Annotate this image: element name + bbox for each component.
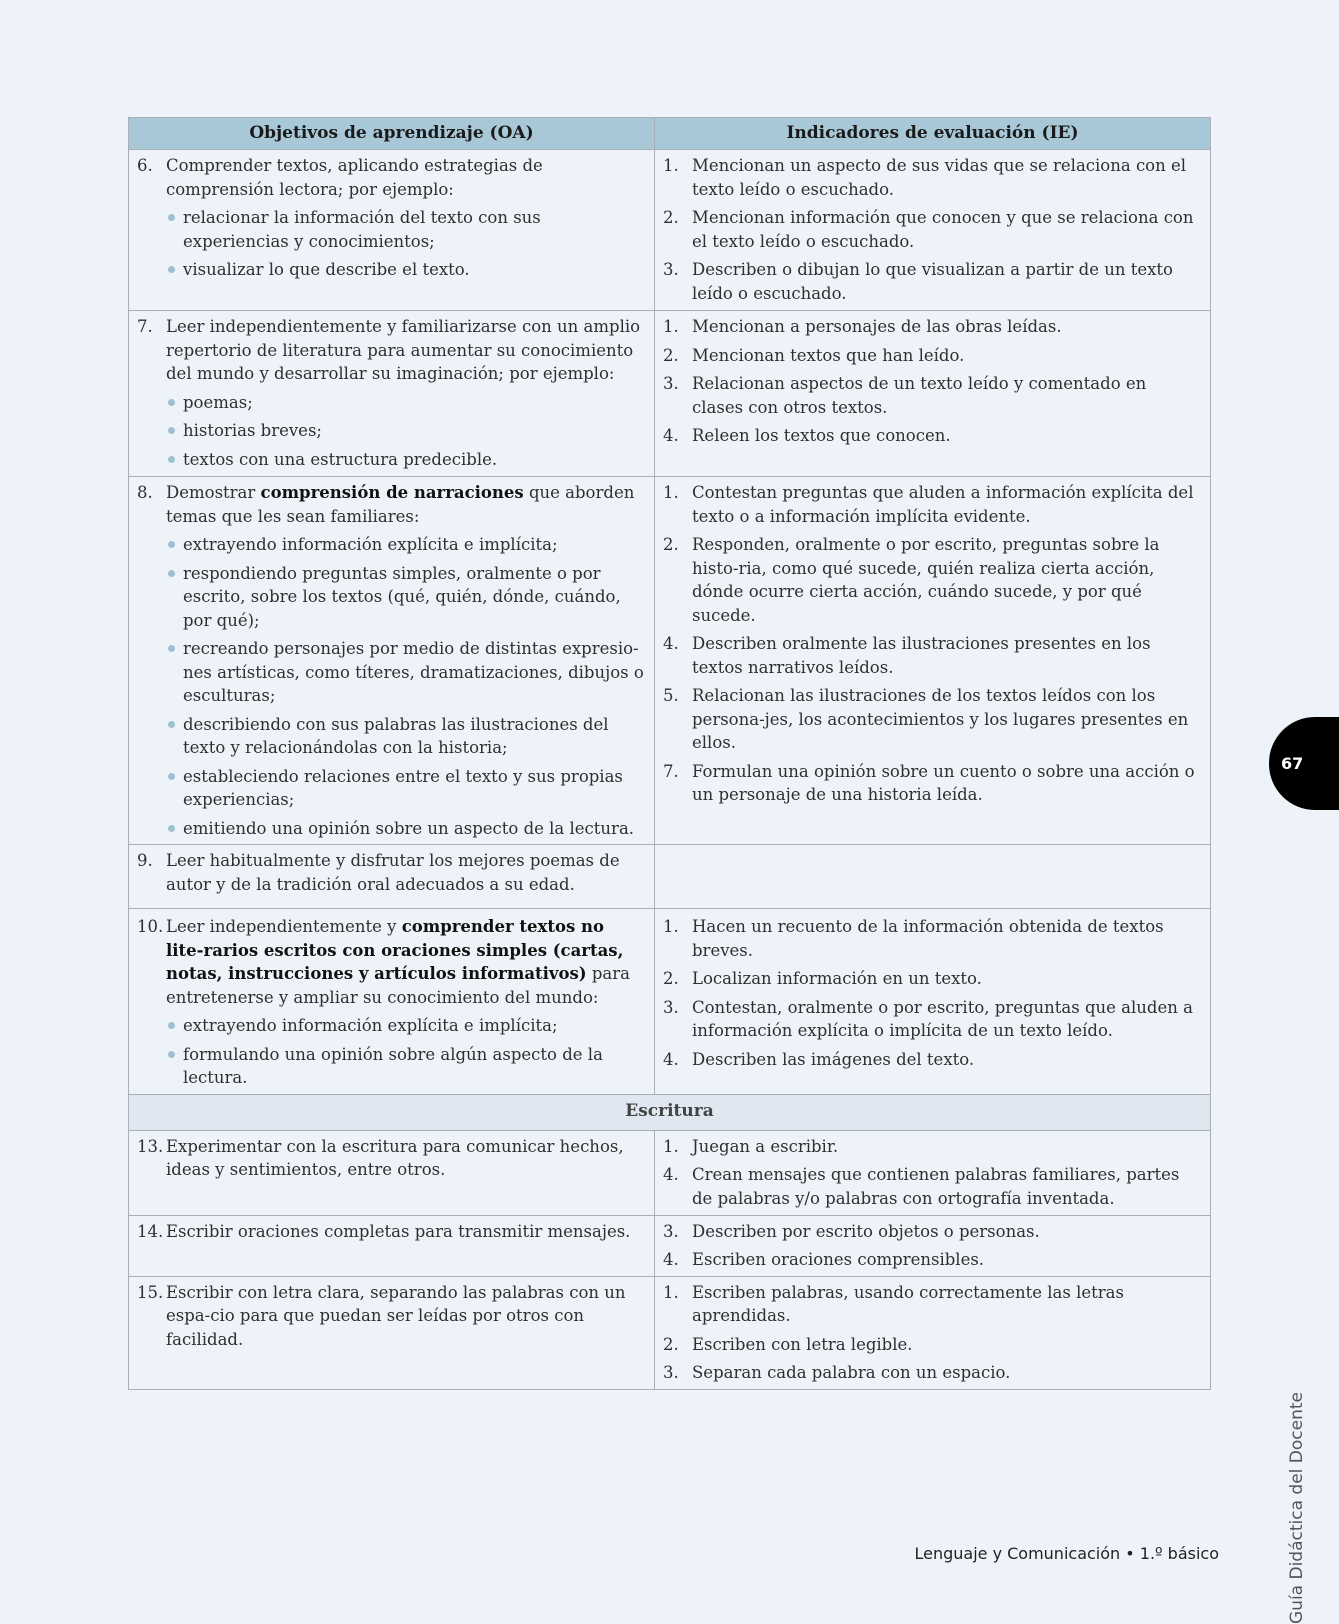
oa-text: Demostrar comprensión de narraciones que aborden temas que les sean familiares: — [166, 483, 635, 526]
bullet-item: respondiendo preguntas simples, oralmente o por escrito, sobre los textos (qué, quién, dónde, cuándo, por qué); — [166, 562, 646, 633]
ie-item: 3. Describen por escrito objetos o personas. — [663, 1221, 1040, 1241]
oa-text: Leer independientemente y comprender textos no lite-rarios escritos con oraciones simples (cartas, notas, instrucciones y artículos informativos) para entretenerse y ampliar su conocimiento del mundo: — [166, 917, 630, 1007]
bullet-icon — [166, 533, 183, 557]
ie-item: 1. Mencionan a personajes de las obras leídas. — [663, 317, 1062, 336]
bullet-item: describiendo con sus palabras las ilustraciones del texto y relacionándolas con la historia; — [166, 713, 646, 760]
bullet-item: visualizar lo que describe el texto. — [166, 258, 646, 282]
oa-text: Leer independientemente y familiarizarse con un amplio repertorio de literatura para aumentar su conocimiento del mundo y desarrollar su imaginación; por ejemplo: — [166, 317, 641, 383]
oa-number: 8. — [137, 483, 153, 502]
ie-item: 1. Juegan a escribir. — [663, 1136, 839, 1156]
table-row — [129, 845, 1211, 909]
table-row — [129, 1130, 1211, 1215]
section-row — [129, 1094, 1211, 1130]
page-footer: Lenguaje y Comunicación • 1.º básico — [914, 1544, 1219, 1563]
bullet-item: poemas; — [166, 391, 646, 415]
ie-item: 3. Contestan, oralmente o por escrito, preguntas que aluden a información explícita o implícita de un texto leído. — [663, 997, 1193, 1040]
bullet-item: formulando una opinión sobre algún aspecto de la lectura. — [166, 1043, 646, 1090]
oa-text: Escribir con letra clara, separando las palabras con un espa-cio para que puedan ser leídas por otros con facilidad. — [166, 1282, 626, 1349]
ie-item: 3. Relacionan aspectos de un texto leído y comentado en clases con otros textos. — [663, 374, 1147, 417]
bullet-icon — [166, 562, 183, 633]
table-header-row — [129, 118, 1211, 150]
oa-cell — [129, 150, 655, 311]
ie-item: 2. Responden, oralmente o por escrito, preguntas sobre la histo-ria, como qué sucede, quién realiza cierta acción, dónde ocurre cierta acción, cuándo sucede, y por qué sucede. — [663, 535, 1160, 625]
bullet-icon — [166, 713, 183, 760]
bullet-item: extrayendo información explícita e implícita; — [166, 533, 646, 557]
ie-cell — [655, 1276, 1211, 1389]
oa-number: 7. — [137, 317, 153, 336]
oa-cell — [129, 1215, 655, 1276]
ie-item: 4. Describen oralmente las ilustraciones presentes en los textos narrativos leídos. — [663, 634, 1151, 677]
ie-cell — [655, 909, 1211, 1095]
ie-cell-empty — [655, 845, 1211, 909]
ie-item: 2. Escriben con letra legible. — [663, 1334, 913, 1354]
ie-item: 4. Releen los textos que conocen. — [663, 426, 951, 445]
table-row — [129, 1215, 1211, 1276]
oa-cell — [129, 845, 655, 909]
bullet-item: estableciendo relaciones entre el texto y sus propias experiencias; — [166, 765, 646, 812]
ie-cell — [655, 150, 1211, 311]
oa-cell — [129, 1130, 655, 1215]
table-row — [129, 150, 1211, 311]
page-number-tab — [1269, 717, 1339, 810]
ie-item: 2. Localizan información en un texto. — [663, 969, 982, 988]
bullet-icon — [166, 1014, 183, 1038]
header-oa: Objetivos de aprendizaje (OA) — [129, 118, 655, 150]
bullet-icon — [166, 206, 183, 253]
ie-item: 3. Separan cada palabra con un espacio. — [663, 1363, 1011, 1382]
objectives-table — [128, 117, 1211, 1390]
ie-item: 1. Contestan preguntas que aluden a información explícita del texto o a información implícita evidente. — [663, 483, 1194, 526]
oa-cell — [129, 477, 655, 845]
ie-item: 1. Hacen un recuento de la información obtenida de textos breves. — [663, 917, 1164, 960]
ie-item: 7. Formulan una opinión sobre un cuento o sobre una acción o un personaje de una historia leída. — [663, 761, 1195, 804]
ie-cell — [655, 1130, 1211, 1215]
ie-item: 5. Relacionan las ilustraciones de los textos leídos con los persona-jes, los acontecimientos y los lugares presentes en ellos. — [663, 686, 1189, 752]
ie-item: 3. Describen o dibujan lo que visualizan a partir de un texto leído o escuchado. — [663, 260, 1173, 303]
ie-item: 1. Escriben palabras, usando correctamente las letras aprendidas. — [663, 1282, 1124, 1325]
oa-cell — [129, 909, 655, 1095]
oa-number: 10. — [137, 917, 164, 936]
section-title: Escritura — [129, 1094, 1211, 1130]
oa-text: Comprender textos, aplicando estrategias de comprensión lectora; por ejemplo: — [166, 156, 543, 199]
table-row — [129, 311, 1211, 477]
bullet-item: relacionar la información del texto con sus experiencias y conocimientos; — [166, 206, 646, 253]
ie-item: 1. Mencionan un aspecto de sus vidas que se relaciona con el texto leído o escuchado. — [663, 156, 1187, 199]
table-row — [129, 909, 1211, 1095]
oa-cell — [129, 311, 655, 477]
bullet-icon — [166, 637, 183, 708]
ie-item: 4. Describen las imágenes del texto. — [663, 1049, 975, 1069]
ie-cell — [655, 477, 1211, 845]
oa-number: 15. — [137, 1282, 164, 1302]
oa-number: 6. — [137, 156, 153, 175]
bullet-item: extrayendo información explícita e implícita; — [166, 1014, 646, 1038]
ie-cell — [655, 1215, 1211, 1276]
bullet-icon — [166, 765, 183, 812]
page-number: 67 — [1281, 754, 1304, 773]
ie-cell — [655, 311, 1211, 477]
bullet-icon — [166, 419, 183, 443]
side-label: Guía Didáctica del Docente — [1287, 1392, 1307, 1624]
ie-item: 2. Mencionan textos que han leído. — [663, 345, 965, 365]
bullet-icon — [166, 448, 183, 472]
oa-cell — [129, 1276, 655, 1389]
bullet-item: historias breves; — [166, 419, 646, 443]
bullet-icon — [166, 391, 183, 415]
bullet-item: recreando personajes por medio de distintas expresio-nes artísticas, como títeres, dramatizaciones, dibujos o esculturas; — [166, 637, 646, 708]
oa-text: Escribir oraciones completas para transmitir mensajes. — [166, 1221, 631, 1241]
oa-text: Experimentar con la escritura para comunicar hechos, ideas y sentimientos, entre otros. — [166, 1136, 624, 1179]
bullet-icon — [166, 258, 183, 282]
oa-text: Leer habitualmente y disfrutar los mejores poemas de autor y de la tradición oral adecuados a su edad. — [166, 851, 620, 894]
table-row — [129, 1276, 1211, 1389]
ie-item: 4. Crean mensajes que contienen palabras familiares, partes de palabras y/o palabras con ortografía inventada. — [663, 1165, 1180, 1208]
oa-number: 9. — [137, 851, 153, 870]
bullet-icon — [166, 1043, 183, 1090]
bullet-icon — [166, 817, 183, 841]
bullet-item: emitiendo una opinión sobre un aspecto de la lectura. — [166, 817, 646, 841]
bullet-item: textos con una estructura predecible. — [166, 448, 646, 472]
header-ie: Indicadores de evaluación (IE) — [655, 118, 1211, 150]
table-row — [129, 477, 1211, 845]
oa-number: 13. — [137, 1136, 164, 1156]
ie-item: 2. Mencionan información que conocen y que se relaciona con el texto leído o escuchado. — [663, 208, 1194, 251]
ie-item: 4. Escriben oraciones comprensibles. — [663, 1250, 985, 1269]
oa-number: 14. — [137, 1221, 164, 1241]
